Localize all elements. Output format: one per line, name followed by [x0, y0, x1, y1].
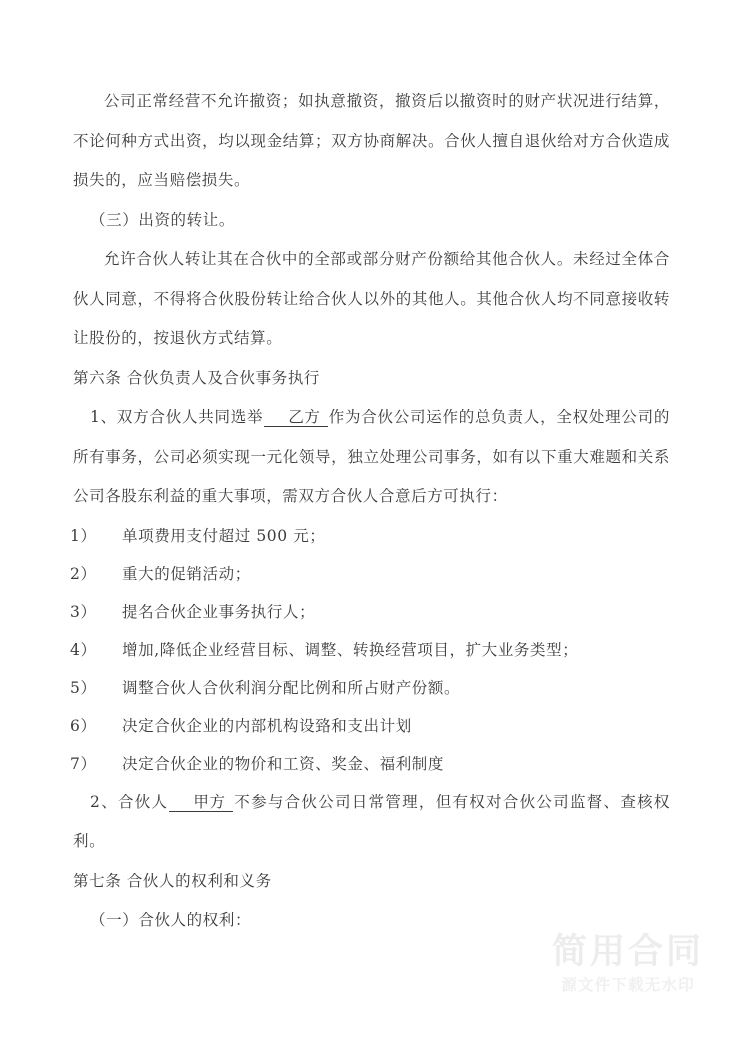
general-manager-blank[interactable]: 乙方 — [264, 409, 327, 427]
article-six-item-2 — [73, 783, 670, 862]
watermark-tagline: 源文件下载无水印 — [561, 975, 695, 994]
list-item-text: 重大的促销活动； — [122, 564, 251, 583]
article-six-item-2-lead: 2、合伙人 — [90, 792, 169, 811]
list-item-marker: 2） — [70, 564, 97, 583]
list-item — [70, 555, 670, 593]
paragraph-transfer-rule: 允许合伙人转让其在合伙中的全部或部分财产份额给其他合伙人。未经过全体合伙人同意，不得将合伙股份转让给合伙人以外的其他人。其他合伙人均不同意接收转让股份的，按退伙方式结算。 — [73, 250, 670, 347]
list-item-text: 调整合伙人合伙利润分配比例和所占财产份额。 — [122, 678, 461, 697]
list-item — [70, 517, 670, 555]
list-item — [70, 593, 670, 631]
list-item-text: 决定合伙企业的物价和工资、奖金、福利制度 — [122, 754, 445, 773]
clause-three-title: （三）出资的转让。 — [90, 210, 235, 229]
article-seven-subheading: （一）合伙人的权利： — [90, 911, 252, 929]
article-six-heading: 第六条 合伙负责人及合伙事务执行 — [73, 368, 321, 387]
article-six-item-1-tail: 作为合伙公司运作的总负责人，全权处理公司的所有事务，公司必须实现一元化领导，独立处理公司事务，如有以下重大难题和关系公司各股东利益的重大事项，需双方合伙人合意后方可执行： — [73, 408, 670, 505]
list-item-marker: 5） — [70, 678, 97, 697]
article-six-item-2-tail: 不参与合伙公司日常管理，但有权对合伙公司监督、查核权利。 — [73, 792, 670, 850]
list-item-marker: 6） — [70, 716, 97, 735]
document-body — [70, 82, 670, 941]
list-item-text: 提名合伙企业事务执行人； — [122, 602, 316, 621]
list-item — [70, 745, 670, 783]
list-item — [70, 631, 670, 669]
article-six-item-1 — [73, 398, 670, 517]
list-item-marker: 3） — [70, 602, 97, 621]
major-matters-list — [70, 517, 670, 783]
list-item-text: 决定合伙企业的内部机构设臵和支出计划 — [122, 716, 412, 735]
watermark-brand: 简用合同 — [551, 931, 704, 972]
paragraph-withdrawal-rule: 公司正常经营不允许撤资；如执意撤资，撤资后以撤资时的财产状况进行结算，不论何种方式出资，均以现金结算；双方协商解决。合伙人擅自退伙给对方合伙造成损失的，应当赔偿损失。 — [73, 92, 670, 189]
list-item-text: 单项费用支付超过 500 元； — [122, 526, 326, 545]
non-managing-partner-blank[interactable]: 甲方 — [169, 794, 232, 812]
list-item-marker: 7） — [70, 754, 97, 773]
list-item-marker: 1） — [70, 526, 97, 545]
article-six-item-1-lead: 1、双方合伙人共同选举 — [90, 408, 264, 426]
list-item-marker: 4） — [70, 640, 97, 659]
list-item — [70, 707, 670, 745]
list-item-text: 增加,降低企业经营目标、调整、转换经营项目，扩大业务类型； — [122, 640, 579, 659]
watermark — [551, 931, 704, 997]
article-seven-heading: 第七条 合伙人的权利和义务 — [73, 871, 272, 890]
list-item — [70, 669, 670, 707]
